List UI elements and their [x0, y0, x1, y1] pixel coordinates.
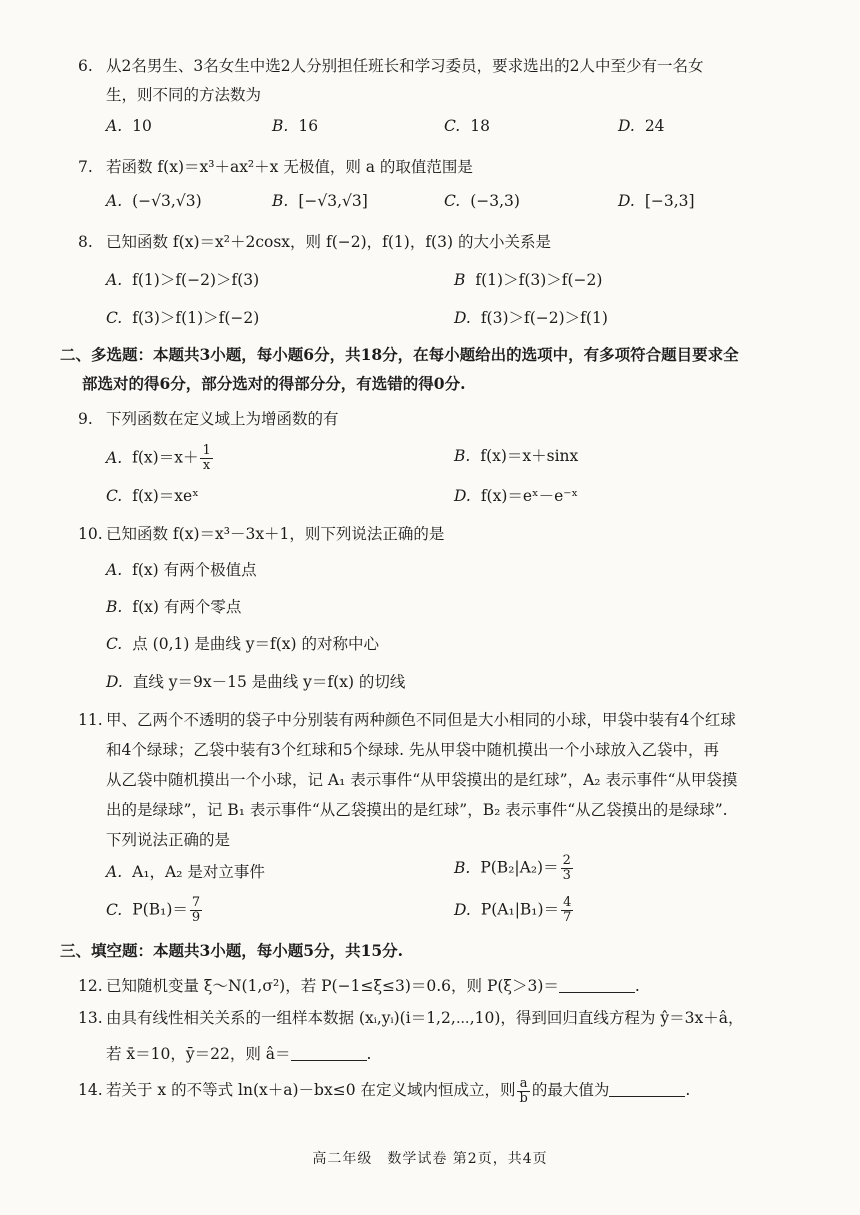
question-9-options-row1 — [106, 444, 800, 474]
question-11-line4: 出的是绿球”，记 B₁ 表示事件“从乙袋摸出的是红球”，B₂ 表示事件“从乙袋摸出的是绿球”. — [106, 801, 728, 819]
question-11-options-row2 — [106, 895, 800, 932]
question-14: 14. 若关于 x 的不等式 ln(x＋a)－bx≤0 在定义域内恒成立，则 $\frac{a}{b}$ 的最大值为 . — [78, 1075, 691, 1106]
option-b: B. f(x) 有两个零点 — [106, 598, 242, 616]
option-b: B f(1)＞f(3)＞f(−2) — [454, 271, 603, 289]
question-number: 9. — [78, 410, 93, 428]
question-12: 12. 已知随机变量 ξ～N(1,σ²)，若 P(−1≤ξ≤3)＝0.6，则 P(ξ＞3)＝ . — [78, 972, 800, 1001]
question-8-options-row1 — [106, 268, 800, 298]
option-a: A. (−√3,√3) — [106, 192, 202, 210]
question-text: 若关于 x 的不等式 ln(x＋a)－bx≤0 在定义域内恒成立，则 — [106, 1081, 516, 1099]
question-text: 生，则不同的方法数为 — [106, 86, 262, 104]
question-7 — [78, 153, 800, 182]
option-d: D. f(3)＞f(−2)＞f(1) — [454, 309, 608, 327]
question-8-options-row2 — [106, 306, 800, 336]
option-d: D. f(x)＝eˣ－e⁻ˣ — [454, 487, 579, 505]
question-text: 由具有线性相关关系的一组样本数据 (xᵢ,yᵢ)(i＝1,2,⋯,10)，得到回归直线方程为 ŷ＝3x＋â， — [106, 1009, 744, 1027]
question-6-options — [106, 117, 800, 147]
option-a: A. 10 — [106, 117, 152, 135]
question-10 — [78, 520, 800, 549]
answer-blank[interactable] — [291, 1046, 367, 1061]
question-text: 已知函数 f(x)＝x²＋2cosx，则 f(−2)，f(1)，f(3) 的大小关系是 — [106, 233, 551, 251]
question-9-options-row2 — [106, 484, 800, 514]
question-6-continued — [78, 81, 800, 110]
fraction: $\frac{1}{x}$ — [202, 443, 211, 473]
question-number: 14. — [78, 1081, 103, 1099]
question-11-line5: 下列说法正确的是 — [106, 831, 231, 849]
option-a: A. A₁，A₂ 是对立事件 — [106, 863, 265, 881]
option-c: C. P(B₁)＝ $\frac{7}{9}$ — [106, 895, 201, 925]
question-text: 下列函数在定义域上为增函数的有 — [106, 410, 339, 428]
question-10-option-c — [106, 632, 800, 662]
question-10-option-d — [106, 670, 800, 700]
option-d: D. 直线 y＝9x－15 是曲线 y＝f(x) 的切线 — [106, 673, 406, 691]
answer-blank[interactable] — [609, 1082, 685, 1097]
option-c: C. f(x)＝xeˣ — [106, 487, 199, 505]
option-d: D. P(A₁|B₁)＝ $\frac{4}{7}$ — [454, 895, 572, 925]
question-number: 10. — [78, 525, 103, 543]
question-11-line2: 和4个绿球；乙袋中装有3个红球和5个绿球. 先从甲袋中随机摸出一个小球放入乙袋中，再 — [106, 741, 719, 759]
question-8 — [78, 228, 800, 257]
option-d: D. 24 — [618, 117, 665, 135]
question-10-option-a — [106, 558, 800, 588]
question-text: 已知函数 f(x)＝x³－3x＋1，则下列说法正确的是 — [106, 525, 445, 543]
question-6 — [78, 52, 800, 81]
section-3-heading: 三、填空题：本题共3小题，每小题5分，共15分. — [60, 941, 404, 960]
option-b: B. P(B₂|A₂)＝ $\frac{2}{3}$ — [454, 853, 571, 883]
question-13 — [78, 1004, 800, 1033]
question-number: 7. — [78, 158, 93, 176]
question-10-option-b — [106, 595, 800, 625]
fraction: $\frac{2}{3}$ — [562, 853, 571, 883]
question-11 — [78, 706, 800, 735]
question-7-options — [106, 192, 800, 222]
option-c: C. 点 (0,1) 是曲线 y＝f(x) 的对称中心 — [106, 635, 380, 653]
option-a: A. f(1)＞f(−2)＞f(3) — [106, 271, 260, 289]
question-number: 13. — [78, 1009, 103, 1027]
question-number: 12. — [78, 977, 103, 995]
answer-blank[interactable] — [559, 978, 635, 993]
page-footer: 高二年级 数学试卷 第2页，共4页 — [312, 1151, 548, 1167]
question-number: 11. — [78, 711, 103, 729]
option-b: B. [−√3,√3] — [272, 192, 368, 210]
fraction: $\frac{7}{9}$ — [191, 895, 201, 925]
option-a: A. f(x) 有两个极值点 — [106, 561, 257, 579]
option-b: B. 16 — [272, 117, 319, 135]
option-b: B. f(x)＝x＋sinx — [454, 447, 579, 465]
fraction: $\frac{4}{7}$ — [563, 895, 572, 925]
question-9 — [78, 405, 800, 434]
question-text: 若函数 f(x)＝x³＋ax²＋x 无极值，则 a 的取值范围是 — [106, 158, 473, 176]
option-c: C. f(3)＞f(1)＞f(−2) — [106, 309, 260, 327]
question-number: 8. — [78, 233, 93, 251]
question-number: 6. — [78, 57, 93, 75]
option-d: D. [−3,3] — [618, 192, 695, 210]
question-text: 已知随机变量 ξ～N(1,σ²)，若 P(−1≤ξ≤3)＝0.6，则 P(ξ＞3)＝ — [106, 977, 559, 995]
question-13-line2: 若 x̄＝10，ȳ＝22，则 â＝ . — [106, 1045, 372, 1063]
question-11-options-row1 — [106, 853, 800, 890]
section-2-heading: 二、多选题：本题共3小题，每小题6分，共18分，在每小题给出的选项中，有多项符合题目要求全 部选对的得6分，部分选对的得部分分，有选错的得0分. — [60, 345, 739, 393]
question-text: 从2名男生、3名女生中选2人分别担任班长和学习委员，要求选出的2人中至少有一名女 — [106, 57, 704, 75]
option-a: A. f(x)＝x＋ $\frac{1}{x}$ — [106, 443, 211, 473]
option-c: C. 18 — [444, 117, 490, 135]
question-text: 甲、乙两个不透明的袋子中分别装有两种颜色不同但是大小相同的小球，甲袋中装有4个红球 — [106, 711, 736, 729]
question-11-line3: 从乙袋中随机摸出一个小球，记 A₁ 表示事件“从甲袋摸出的是红球”，A₂ 表示事件“从甲袋摸 — [106, 771, 738, 789]
fraction: $\frac{a}{b}$ — [519, 1075, 528, 1106]
option-c: C. (−3,3) — [444, 192, 520, 210]
